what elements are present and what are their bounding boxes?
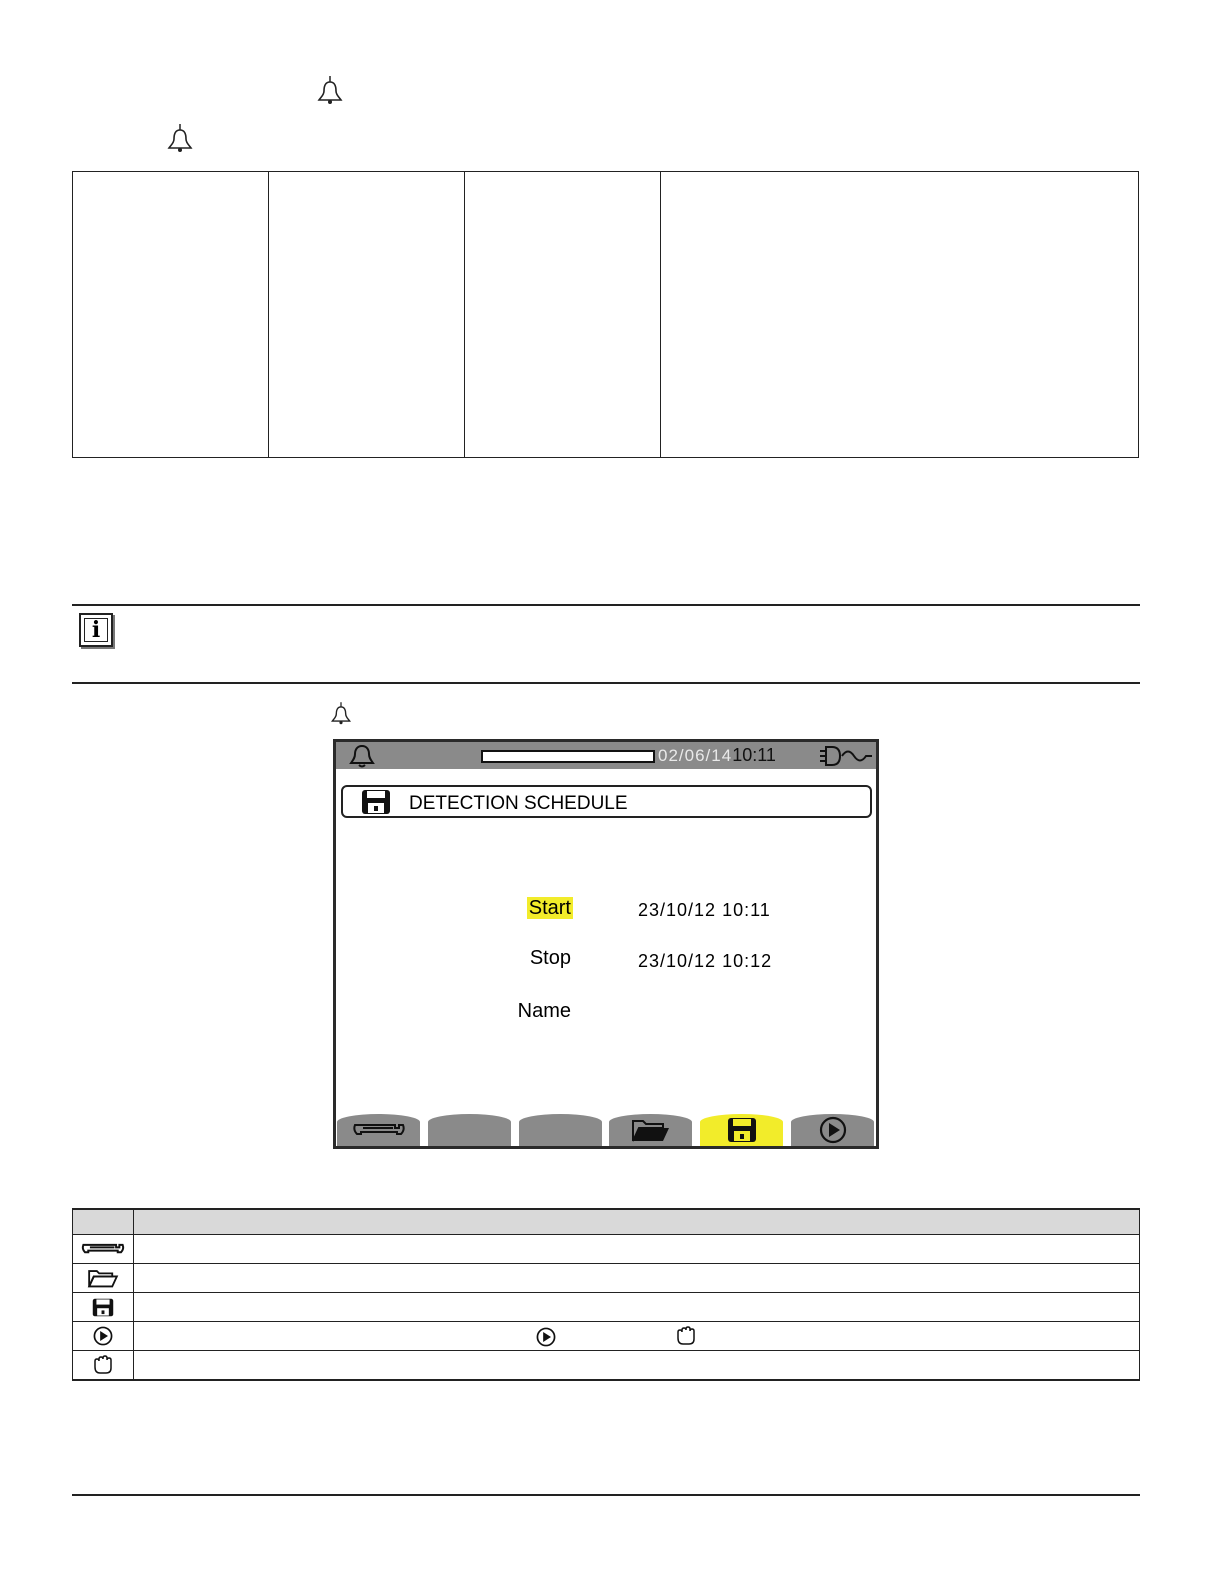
wrench-icon — [351, 1119, 407, 1141]
table-row — [73, 1264, 1140, 1293]
start-label[interactable]: Start — [528, 897, 571, 919]
table-row — [73, 1235, 1140, 1264]
play-icon — [536, 1327, 556, 1347]
status-date: 02/06/14 — [658, 746, 733, 765]
play-icon — [93, 1326, 113, 1346]
row-description — [134, 1351, 1140, 1381]
start-value[interactable]: 23/10/12 10:11 — [638, 900, 771, 920]
tab-open-folder[interactable] — [609, 1114, 692, 1146]
device-screen — [336, 742, 876, 1146]
status-time: 10:11 — [732, 745, 776, 765]
save-icon — [361, 789, 391, 815]
tab-start[interactable] — [791, 1114, 874, 1146]
icon-legend-table — [72, 1208, 1140, 1381]
header-cell — [73, 1209, 134, 1235]
empty-table — [72, 171, 1139, 458]
header-cell — [134, 1209, 1140, 1235]
tab-save[interactable] — [700, 1114, 783, 1146]
hand-icon — [92, 1355, 114, 1375]
name-value[interactable] — [638, 1002, 838, 1024]
table-header-row — [73, 1209, 1140, 1235]
table-divider — [464, 172, 465, 457]
folder-open-icon — [631, 1117, 671, 1143]
power-plug-icon — [820, 745, 872, 767]
hand-icon — [675, 1326, 697, 1346]
save-icon — [727, 1117, 757, 1143]
bell-icon — [166, 124, 194, 154]
tab-configuration[interactable] — [337, 1114, 420, 1146]
footer-rule — [72, 1494, 1140, 1496]
note-top-rule — [72, 604, 1140, 606]
stop-label: Stop — [529, 947, 571, 969]
save-icon — [92, 1298, 114, 1317]
screen-title-box — [341, 785, 872, 818]
folder-open-icon — [87, 1268, 119, 1288]
table-row — [73, 1322, 1140, 1351]
bell-icon — [316, 76, 344, 106]
screen-title: DETECTION SCHEDULE — [409, 793, 628, 814]
tab-empty[interactable] — [428, 1114, 511, 1146]
status-bar — [336, 742, 876, 769]
tab-empty[interactable] — [519, 1114, 602, 1146]
alarm-bell-icon — [349, 744, 375, 768]
row-description — [134, 1235, 1140, 1264]
table-divider — [660, 172, 661, 457]
status-datetime — [658, 745, 776, 766]
stop-value[interactable]: 23/10/12 10:12 — [638, 951, 773, 971]
note-bottom-rule — [72, 682, 1140, 684]
device-screen-frame — [333, 739, 879, 1149]
wrench-icon — [79, 1240, 127, 1258]
table-row — [73, 1351, 1140, 1381]
progress-bar — [481, 750, 655, 763]
row-description — [134, 1293, 1140, 1322]
info-icon: i — [79, 613, 113, 647]
table-divider — [268, 172, 269, 457]
name-label: Name — [517, 1000, 571, 1022]
bell-icon — [330, 702, 352, 726]
row-description — [134, 1322, 1140, 1351]
table-row — [73, 1293, 1140, 1322]
row-description — [134, 1264, 1140, 1293]
play-icon — [819, 1116, 847, 1144]
